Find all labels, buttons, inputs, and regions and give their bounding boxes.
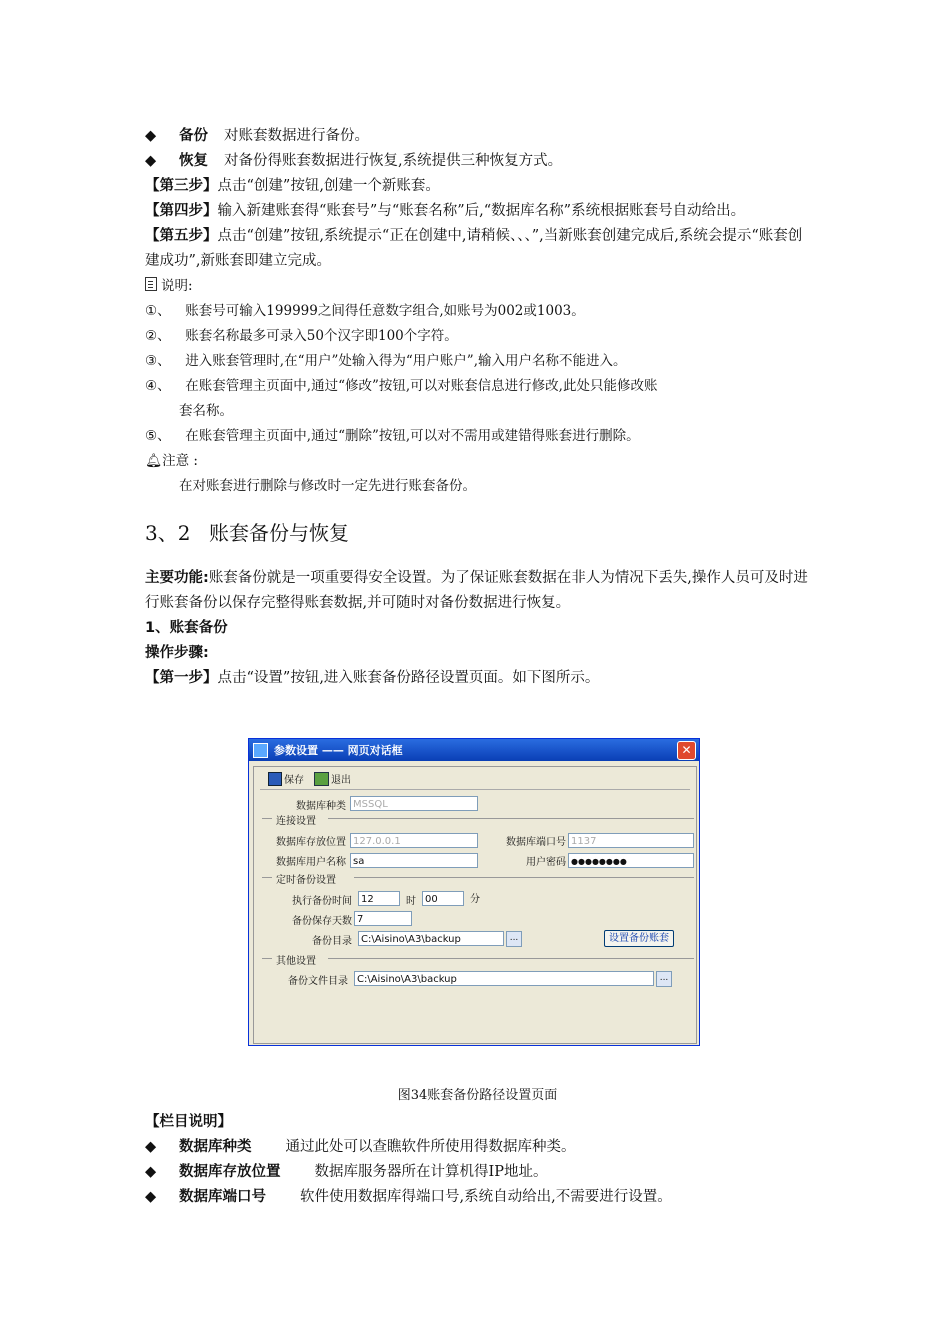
dialog-toolbar <box>268 771 351 786</box>
group-timer <box>262 872 694 886</box>
section-heading <box>145 521 810 546</box>
db-user-field[interactable]: sa <box>350 853 478 868</box>
note-item <box>145 349 810 374</box>
column-desc: 通过此处可以查瞧软件所使用得数据库种类。 <box>285 1139 576 1155</box>
term-restore: 恢复 <box>179 153 208 169</box>
column-item <box>145 1185 810 1210</box>
column-item <box>145 1135 810 1160</box>
step5-text: 点击“创建”按钮,系统提示“正在创建中,请稍候、、、”,当新账套创建完成后,系统会提示“账套创建成功”,新账套即建立完成。 <box>145 228 803 269</box>
columns-title: 【栏目说明】 <box>145 1114 232 1130</box>
backup-dir-label: 备份目录 <box>312 936 352 947</box>
group-other-title: 其他设置 <box>276 956 316 967</box>
note-item <box>145 299 810 324</box>
db-port-field[interactable]: 1137 <box>568 833 694 848</box>
note-item-continuation <box>145 399 810 424</box>
exec-time-label: 执行备份时间 <box>292 896 352 907</box>
subheading-backup: 1、账套备份 <box>145 620 228 636</box>
main-function <box>145 566 810 616</box>
step5-tag: 【第五步】 <box>145 228 218 244</box>
step4-tag: 【第四步】 <box>145 203 218 219</box>
note-number: ④、 <box>145 378 171 394</box>
backup-file-dir-label: 备份文件目录 <box>288 976 348 987</box>
column-term: 数据库存放位置 <box>179 1164 281 1180</box>
step4 <box>145 199 810 224</box>
backup-dir-field[interactable]: C:\Aisino\A3\backup <box>358 931 504 946</box>
notes-heading <box>145 274 810 299</box>
desc-backup: 对账套数据进行备份。 <box>224 128 369 144</box>
dialog-titlebar <box>249 739 699 761</box>
caution-heading <box>145 449 810 474</box>
desc-restore: 对备份得账套数据进行恢复,系统提供三种恢复方式。 <box>224 153 563 169</box>
group-other <box>262 953 694 967</box>
minute-field[interactable]: 00 <box>422 891 464 906</box>
bullet-backup <box>145 124 810 149</box>
step3-text: 点击“创建”按钮,创建一个新账套。 <box>217 178 440 194</box>
lower-section <box>145 1083 810 1210</box>
dialog-title: 参数设置 —— 网页对话框 <box>274 744 403 757</box>
step1-text: 点击“设置”按钮,进入账套备份路径设置页面。如下图所示。 <box>217 670 600 686</box>
bullet-restore <box>145 149 810 174</box>
note-item <box>145 374 810 399</box>
group-connection <box>262 813 694 827</box>
note-text: 账套号可输入199999之间得任意数字组合,如账号为002或1003。 <box>185 303 585 319</box>
note-item <box>145 324 810 349</box>
user-password-field[interactable]: ●●●●●●●● <box>568 853 694 868</box>
column-desc: 软件使用数据库得端口号,系统自动给出,不需要进行设置。 <box>300 1189 672 1205</box>
bell-icon: 🔔︎ <box>145 453 163 469</box>
note-text: 在账套管理主页面中,通过“修改”按钮,可以对账套信息进行修改,此处只能修改账 <box>185 378 658 394</box>
figure-caption: 图34账套备份路径设置页面 <box>397 1088 558 1103</box>
term-backup: 备份 <box>179 128 208 144</box>
column-term: 数据库端口号 <box>179 1189 266 1205</box>
note-item <box>145 424 810 449</box>
toolbar-divider <box>260 789 690 790</box>
step5 <box>145 224 810 274</box>
db-type-label: 数据库种类 <box>296 801 346 812</box>
column-desc: 数据库服务器所在计算机得IP地址。 <box>314 1164 548 1180</box>
db-type-field[interactable]: MSSQL <box>350 796 478 811</box>
caution-title: 注意 : <box>162 453 198 469</box>
document-body <box>145 124 810 691</box>
hour-unit: 时 <box>406 896 416 907</box>
group-connection-title: 连接设置 <box>276 816 316 827</box>
notes-list <box>145 299 810 499</box>
section-number: 3、2 <box>145 521 191 545</box>
caution-text: 在对账套进行删除与修改时一定先进行账套备份。 <box>179 478 476 494</box>
step1 <box>145 666 810 691</box>
note-number: ②、 <box>145 328 171 344</box>
column-item <box>145 1160 810 1185</box>
close-button[interactable]: ✕ <box>677 741 696 760</box>
step4-text: 输入新建账套得“账套号”与“账套名称”后,“数据库名称”系统根据账套号自动给出。 <box>217 203 746 219</box>
save-label: 保存 <box>284 775 304 786</box>
note-number: ①、 <box>145 303 171 319</box>
hour-field[interactable]: 12 <box>358 891 400 906</box>
step1-tag: 【第一步】 <box>145 670 218 686</box>
ie-icon <box>253 743 268 758</box>
note-number: ③、 <box>145 353 171 369</box>
exit-icon <box>314 772 329 786</box>
backup-dir-browse-button[interactable]: ... <box>506 931 522 947</box>
note-number: ⑤、 <box>145 428 171 444</box>
backup-file-dir-browse-button[interactable]: ... <box>656 971 672 987</box>
note-icon <box>145 277 157 291</box>
dialog-content <box>253 766 697 1044</box>
main-function-label: 主要功能: <box>145 570 209 586</box>
minute-unit: 分 <box>470 894 480 905</box>
notes-title: 说明: <box>161 278 193 294</box>
exit-button[interactable] <box>314 771 351 786</box>
db-location-label: 数据库存放位置 <box>276 837 346 848</box>
column-term: 数据库种类 <box>179 1139 252 1155</box>
set-backup-account-button[interactable]: 设置备份账套 <box>604 930 674 947</box>
group-timer-title: 定时备份设置 <box>276 875 336 886</box>
backup-file-dir-field[interactable]: C:\Aisino\A3\backup <box>354 971 654 986</box>
step3 <box>145 174 810 199</box>
keep-days-field[interactable]: 7 <box>354 911 412 926</box>
main-function-text: 账套备份就是一项重要得安全设置。为了保证账套数据在非人为情况下丢失,操作人员可及时进行账套备份以保存完整得账套数据,并可随时对备份数据进行恢复。 <box>145 570 808 611</box>
db-port-label: 数据库端口号 <box>506 837 566 848</box>
diamond-bullet-icon: ◆ <box>145 128 157 144</box>
settings-dialog <box>248 738 700 1046</box>
diamond-bullet-icon: ◆ <box>145 1164 157 1180</box>
note-text: 套名称。 <box>179 403 233 419</box>
note-text: 进入账套管理时,在“用户”处输入得为“用户账户”,输入用户名称不能进入。 <box>185 353 627 369</box>
db-user-label: 数据库用户名称 <box>276 857 346 868</box>
exit-label: 退出 <box>331 775 351 786</box>
note-text: 在账套管理主页面中,通过“删除”按钮,可以对不需用或建错得账套进行删除。 <box>185 428 640 444</box>
save-icon <box>268 772 282 786</box>
diamond-bullet-icon: ◆ <box>145 153 157 169</box>
diamond-bullet-icon: ◆ <box>145 1189 157 1205</box>
operation-steps-label: 操作步骤: <box>145 645 209 661</box>
db-location-field[interactable]: 127.0.0.1 <box>350 833 478 848</box>
note-text: 账套名称最多可录入50个汉字即100个字符。 <box>185 328 458 344</box>
keep-days-label: 备份保存天数 <box>292 916 352 927</box>
diamond-bullet-icon: ◆ <box>145 1139 157 1155</box>
step3-tag: 【第三步】 <box>145 178 218 194</box>
save-button[interactable] <box>268 771 304 786</box>
section-title: 账套备份与恢复 <box>209 521 349 545</box>
user-password-label: 用户密码 <box>526 857 566 868</box>
